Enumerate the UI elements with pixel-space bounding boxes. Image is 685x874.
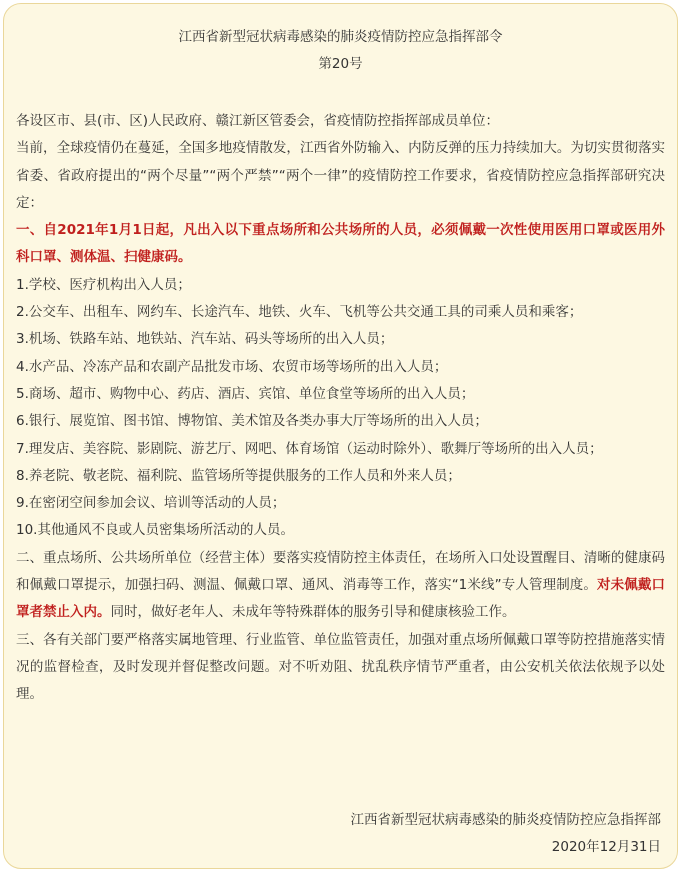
section-3-paragraph: 三、各有关部门要严格落实属地管理、行业监管、单位监管责任，加强对重点场所佩戴口罩等防控措施落实情况的监督检查，及时发现并督促整改问题。对不听劝阻、扰乱秩序情节严重者，由公安机关依法依规予以处理。	[16, 631, 665, 703]
notice-number: 第20号	[318, 56, 363, 72]
section-2-text: 二、重点场所、公共场所单位（经营主体）要落实疫情防控主体责任，在场所入口处设置醒目、清晰的健康码和佩戴口罩提示，加强扫码、测温、佩戴口罩、通风、消毒等工作，落实“1米线”专人管理制度。	[16, 549, 665, 594]
addressee: 各设区市、县(市、区)人民政府、赣江新区管委会，省疫情防控指挥部成员单位：	[16, 113, 500, 129]
notice-header	[4, 24, 677, 78]
list-item: 9.在密闭空间参加会议、培训等活动的人员；	[16, 495, 286, 512]
list-item: 1.学校、医疗机构出入人员；	[16, 276, 191, 293]
list-item: 8.养老院、敬老院、福利院、监管场所等提供服务的工作人员和外来人员；	[16, 467, 461, 484]
list-item: 2.公交车、出租车、网约车、长途汽车、地铁、火车、飞机等公共交通工具的司乘人员和乘客；	[16, 304, 583, 321]
list-item: 6.银行、展览馆、图书馆、博物馆、美术馆及各类办事大厅等场所的出入人员；	[16, 413, 488, 430]
issuer: 江西省新型冠状病毒感染的肺炎疫情防控应急指挥部	[350, 812, 661, 828]
notice-footer	[351, 807, 662, 861]
section-2-highlight: 对未佩戴口罩者禁止入内。	[16, 577, 666, 621]
list-item: 5.商场、超市、购物中心、药店、酒店、宾馆、单位食堂等场所的出入人员；	[16, 385, 475, 402]
list-item: 3.机场、铁路车站、地铁站、汽车站、码头等场所的出入人员；	[16, 331, 394, 348]
list-item: 10.其他通风不良或人员密集场所活动的人员。	[16, 522, 294, 539]
list-item: 7.理发店、美容院、影剧院、游艺厅、网吧、体育场馆（运动时除外）、歌舞厅等场所的出入人员；	[16, 440, 603, 457]
section-2-text-end: 同时，做好老年人、未成年等特殊群体的服务引导和健康核验工作。	[110, 604, 516, 621]
intro-paragraph: 当前，全球疫情仍在蔓延，全国多地疫情散发，江西省外防输入、内防反弹的压力持续加大。为切实贯彻落实省委、省政府提出的“两个尽量”“两个严禁”“两个一律”的疫情防控工作要求，省疫情防控应急指挥部研究决定：	[16, 140, 665, 211]
notice-title: 江西省新型冠状病毒感染的肺炎疫情防控应急指挥部令	[178, 29, 503, 45]
notice-body	[16, 108, 665, 709]
section-2-paragraph	[16, 545, 665, 627]
notice-frame	[3, 3, 678, 869]
issue-date: 2020年12月31日	[551, 839, 661, 855]
section-1-heading: 一、自2021年1月1日起，凡出入以下重点场所和公共场所的人员，必须佩戴一次性使用医用口罩或医用外科口罩、测体温、扫健康码。	[16, 222, 665, 266]
list-item: 4.水产品、冷冻产品和农副产品批发市场、农贸市场等场所的出入人员；	[16, 358, 448, 375]
